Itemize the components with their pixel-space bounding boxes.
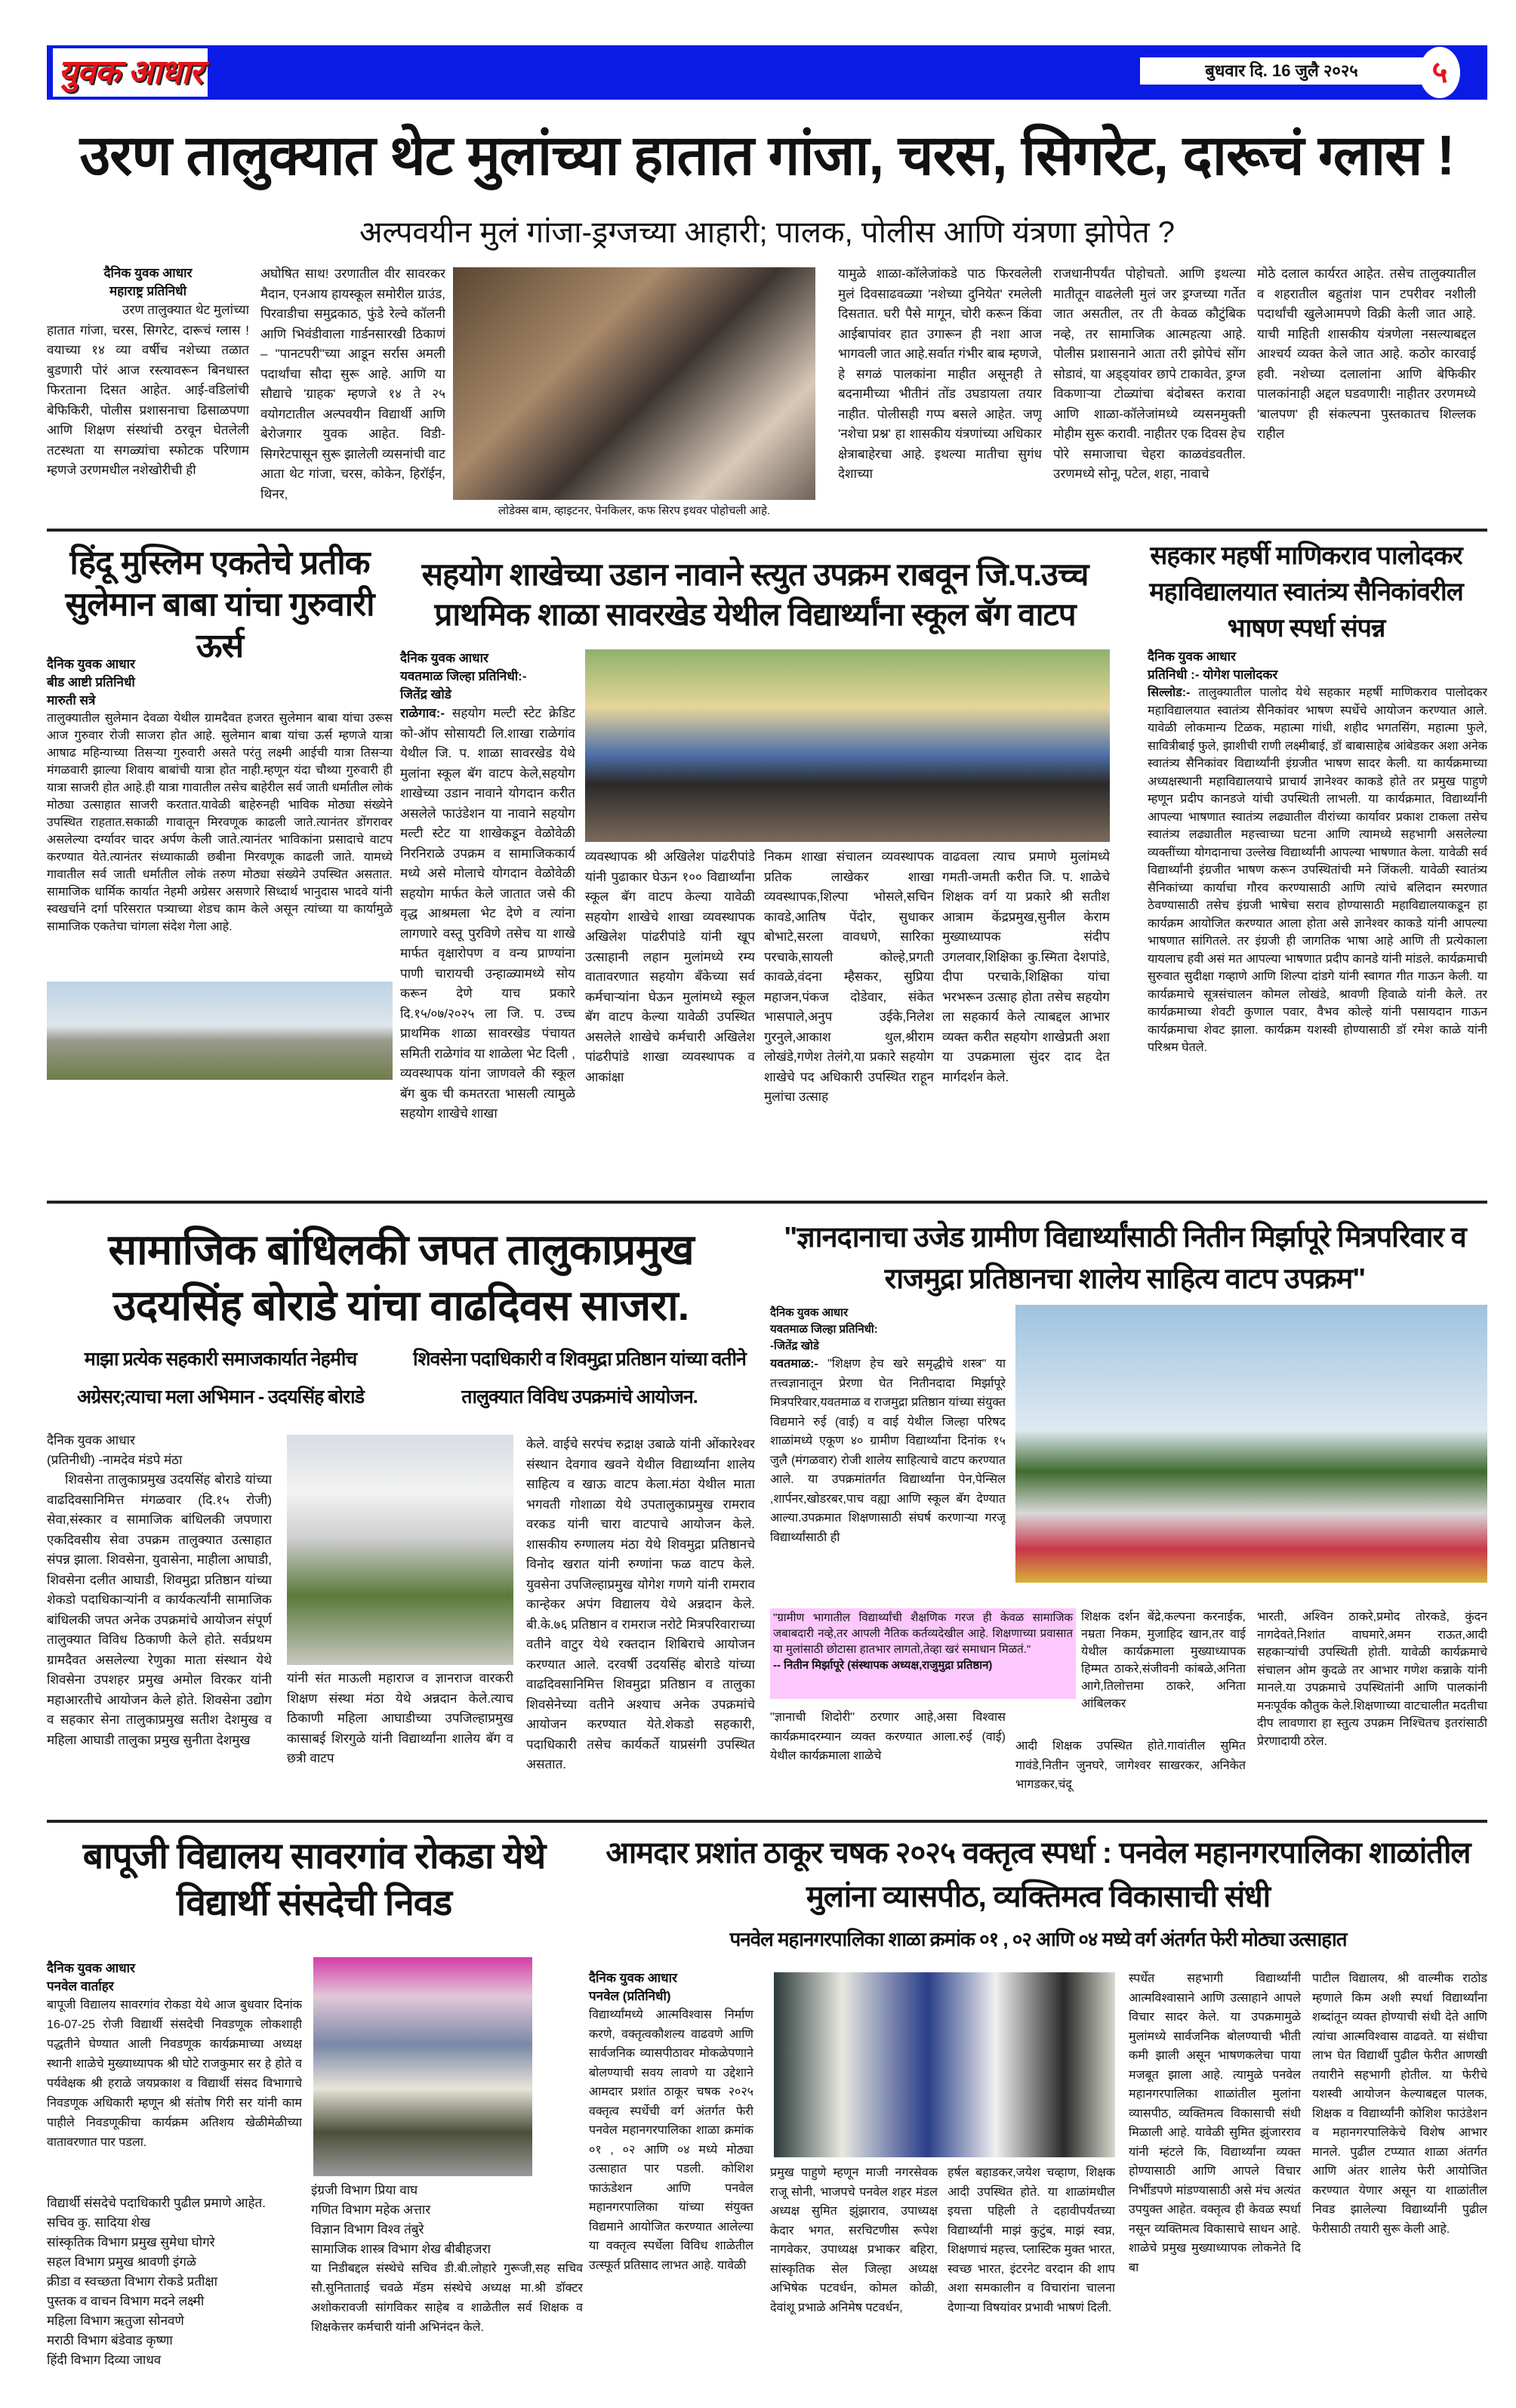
speech-headline: सहकार महर्षी माणिकराव पालोदकर महाविद्यालयात स्वातंत्र्य सैनिकांवरील भाषण स्पर्धा संपन्न xyxy=(1149,541,1463,643)
birthday-subhead-2: शिवसेना पदाधिकारी व शिवमुद्रा प्रतिष्ठान यांच्या वतीने तालुक्यात विविध उपक्रमांचे आयोजन. xyxy=(413,1349,746,1407)
oratory-headline: आमदार प्रशांत ठाकूर चषक २०२५ वक्तृत्व स्पर्धा : पनवेल महानगरपालिका शाळांतील मुलांना व्यासपीठ, व्यक्तिमत्व विकासाची संधी xyxy=(605,1836,1471,1913)
department-heads-list xyxy=(311,2181,583,2259)
oratory-article xyxy=(589,1969,753,2379)
knowledge-col-1: "शिक्षण हेच खरे समृद्धीचे शस्त्र" या तत्त्वज्ञानातून प्रेरणा घेत नितीनदादा मिर्झापूरे मित्रपरिवार,यवतमाळ व राजमुद्रा प्रतिष्ठान यांच्या संयुक्त विद्यमाने रुई (वाई) व वाई येथील जिल्हा परिषद शाळांमध्ये एकूण ४० ग्रामीण विद्यार्थ्यांना दिनांक १५ जुलै (मंगळवार) रोजी शालेय साहित्याचे वाटप करण्यात आले. या उपक्रमांतर्गत विद्यार्थ्यांना पेन,पेन्सिल ,शार्पनर,खोडरबर,पाच वह्या आणि स्कूल बॅग देण्यात आल्या.उपक्रमात शिक्षणासाठी संघर्ष करणाऱ्या गरजू विद्यार्थ्यांसाठी ही xyxy=(770,1358,1006,1544)
dateline: सिल्लोड:- xyxy=(1148,686,1191,699)
list-item: क्रीडा व स्वच्छता विभाग रोकडे प्रतीक्षा xyxy=(47,2274,218,2289)
knowledge-quote-box xyxy=(770,1608,1076,1699)
lead-col-4: राजधानीपर्यंत पोहोचतो. आणि इथल्या मातीतून वाढलेली मुलं जर ड्रग्जच्या गर्तेत जात असतील, तर ती केवळ कौटुंबिक नव्हे, तर सामाजिक आत्महत्या आहे. पोलीस प्रशासनाने आता तरी झोपेचं सोंग सोडावं, या अड्ड्यांवर छापे टाकावेत, ड्रग्ज विकणाऱ्या टोळ्यांचा बंदोबस्त करावा आणि शाळा-कॉलेजांमध्ये व्यसनमुक्ती मोहीम सुरू करावी. नाहीतर एक दिवस हेच पोरे समाजाचा चेहरा काळवंडवतील. उरणमध्ये सोनू, पटेल, शहा, नावाचे xyxy=(1053,267,1246,481)
parliament-article xyxy=(47,1959,302,2370)
birthday-tree-planting-photo xyxy=(287,1435,513,1665)
knowledge-col-4: भारती, अश्विन ठाकरे,प्रमोद तोरकडे, कुंदन नागदेवते,निशांत वाघमारे,अमन राऊत,आदी सहकाऱ्यांची उपस्थिती होती. यावेळी कार्यक्रमाचे संचालन ओम कुदळे तर आभार गणेश कन्नाके यांनी मानले.या उपक्रमाचे उपस्थितांनी आणि पालकांनी मनःपूर्वक कौतुक केले.शिक्षणाच्या वाटचालीत मदतीचा दीप लावणारा हा स्तुत्य उपक्रम निश्चितच इतरांसाठी प्रेरणादायी ठरेल. xyxy=(1257,1611,1487,1748)
byline-location: बीड आष्टी प्रतिनिधी xyxy=(47,675,135,689)
byline-reporter: मारुती सत्रे xyxy=(47,693,96,708)
oratory-col-3: हर्षल बहाडकर,जयेश चव्हाण, शिक्षक आदी उपस्थित होते. या शाळांमधील इयत्ता पहिली ते दहावीपर्यंतच्या विद्यार्थ्यांनी माझं कुटुंब, माझं स्वप्न, शिक्षणाचं महत्त्व, प्लास्टिक मुक्त भारत, स्वच्छ भारत, इंटरनेट वरदान की शाप अशा समकालीन व विचारांना चालना देणाऱ्या विषयांवर प्रभावी भाषणं दिली. xyxy=(948,2166,1115,2314)
birthday-headline: सामाजिक बांधिलकी जपत तालुकाप्रमुख उदयसिंह बोराडे यांचा वाढदिवस साजरा. xyxy=(108,1226,694,1329)
bags-col-1: सहयोग मल्टी स्टेट क्रेडिट को-ऑप सोसायटी लि.शाखा राळेगांव येथील जि. प. शाळा सावरखेड येथे मुलांना स्कूल बॅग वाटप केले,सहयोग शाखेच्या उडान नावाने योगदान करीत असलेले फाउंडेशन या नावाने सहयोग मल्टी स्टेट या शाखेकडून वेळोवेळी निरनिराळे उपक्रम व सामाजिककार्य मध्ये असे मोलाचे योगदान वेळोवेळी सहयोग मार्फत केले जातात जसे की वृद्ध आश्रमला भेट देणे व त्यांना लागणारे वस्तू पुरविणे तसेच या शाखे मार्फत वृक्षारोपण व वन्य प्राण्यांना पाणी चारायची उन्हाळ्यामध्ये सोय करून देणे याच प्रकारे दि.१५/०७/२०२५ ला जि. प. उच्च प्राथमिक शाळा सावरखेड पंचायत समिती राळेगांव या शाळेला भेट दिली , व्यवस्थापक यांना जाणवले की स्कूल बॅग बुक ची कमतरता भासली त्यामुळे सहयोग शाखेचे शाखा xyxy=(400,706,575,1121)
urs-headline: हिंदू मुस्लिम एकतेचे प्रतीक सुलेमान बाबा यांचा गुरुवारी ऊर्स xyxy=(65,544,374,664)
birthday-col-3: केले. वाईचे सरपंच रुद्राक्ष उबाळे यांनी ओंकारेश्वर संस्थान देवगाव खवने येथील विद्यार्थ्यांना शालेय साहित्य व खाऊ वाटप केला.मंठा येथील माता भगवती गोशाळा येथे उपतालुकाप्रमुख रामराव वरकड यांनी चारा वाटपाचे आयोजन केले. शासकीय रुग्णालय मंठा येथे शिवमुद्रा प्रतिष्ठानचे विनोद खरात यांनी रुग्णांना फळ वाटप केले. युवसेना उपजिल्हाप्रमुख योगेश गणगे यांनी रामराव कान्हेकर अपंग विद्यालय येथे अन्नदान केले. बी.के.७६ प्रतिष्ठान व रामराज नरोटे मित्रपरिवाराच्या वतीने वाटुर येथे रक्तदान शिबिराचे आयोजन करण्यात आले. दरवर्षी उदयसिंह बोराडे यांच्या वाढदिवसानिमित्त शिवमुद्रा प्रतिष्ठान व तालुका शिवसेनेच्या वतीने अश्याच अनेक उपक्रमांचे आयोजन करण्यात येते.शेकडो सहकारी, पदाधिकारी तसेच कार्यकर्ते याप्रसंगी उपस्थित असतात. xyxy=(526,1437,755,1771)
section-divider xyxy=(47,1201,1487,1204)
dateline: राळेगाव:- xyxy=(400,706,445,720)
lead-headline: उरण तालुक्यात थेट मुलांच्या हातात गांजा, चरस, सिगरेट, दारूचं ग्लास ! xyxy=(79,124,1455,187)
lead-col-1: उरण तालुक्यात थेट मुलांच्या हातात गांजा, चरस, सिगरेट, दारूचं ग्लास ! वयाच्या १४ व्या वर्षीच नशेच्या तळात बुडणारी पोरं आज रस्त्यावरून बिनधास्त फिरताना दिसत आहेत. आई-वडिलांची बेफिकिरी, पोलीस प्रशासनाचा ढिसाळपणा आणि शिक्षण संस्थांची ठरवून घेतलेली तटस्थता या सगळ्यांचा स्फोटक परिणाम म्हणजे उरणमधील नशेखोरीची ही xyxy=(47,303,249,477)
page-number: ५ xyxy=(1419,47,1460,98)
list-item: पुस्तक व वाचन विभाग मदने लक्ष्मी xyxy=(47,2294,205,2308)
dateline: यवतमाळ:- xyxy=(770,1358,818,1370)
oratory-col-5: पाटील विद्यालय, श्री वाल्मीक राठोड म्हणाले किम अशी स्पर्धा विद्यार्थ्यांना शब्दांतून व्यक्त होण्याची संधी देते आणि त्यांचा आत्मविश्वास वाढवते. या संधीचा लाभ घेत विद्यार्थी पुढील फेरीत आणखी तयारीने सहभागी होतील. या फेरीचे यशस्वी आयोजन केल्याबद्दल पालक, शिक्षक व विद्यार्थ्यांनी कोशिश फाउंडेशन व महानगरपालिकेचे विशेष आभार मानले. पुढील टप्प्यात शाळा अंतर्गत आणि अंतर शालेय फेरी आयोजित करण्यात येणार असून या शाळांतील निवड झालेल्या विद्यार्थ्यांनी पुढील फेरीसाठी तयारी सुरू केली आहे. xyxy=(1312,1972,1487,2236)
lead-col-3: यामुळे शाळा-कॉलेजांकडे पाठ फिरवलेली मुलं दिवसाढवळ्या 'नशेच्या दुनियेत' रमलेली दिसतात. घरी पैसे मागून, चोरी करून किंवा आईबापांवर हात उगारून ही नशा आज भागवली जात आहे.सर्वात गंभीर बाब म्हणजे, हे सगळं पालकांना माहीत असूनही ते बदनामीच्या भीतीनं तोंड उघडायला तयार नाहीत. पोलीसही गप्प बसले आहेत. जणू 'नशेचा प्रश्न' हा शासकीय यंत्रणांच्या अधिकार क्षेत्राबाहेरचा आहे. इथल्या मातीचा सुगंध देशाच्या xyxy=(838,267,1042,481)
list-item: विज्ञान विभाग विश्व तंबुरे xyxy=(311,2222,424,2237)
oratory-subhead: पनवेल महानगरपालिका शाळा क्रमांक ०१ , ०२ आणि ०४ मध्ये वर्ग अंतर्गत फेरी मोठ्या उत्साहात xyxy=(729,1928,1347,1950)
byline-reporter: पनवेल (प्रतिनिधी) xyxy=(589,1989,671,2003)
byline-paper: दैनिक युवक आधार xyxy=(47,657,135,671)
list-item: सचिव कु. सादिया शेख xyxy=(47,2215,151,2230)
parliament-headline: बापूजी विद्यालय सावरगांव रोकडा येथे विद्यार्थी संसदेची निवड xyxy=(82,1836,546,1923)
byline-paper: दैनिक युवक आधार xyxy=(103,266,193,280)
oratory-award-photo xyxy=(774,1972,1115,2157)
list-item: इंग्रजी विभाग प्रिया वाघ xyxy=(311,2183,418,2197)
parliament-group-photo xyxy=(313,1957,532,2176)
knowledge-headline: "ज्ञानदानाचा उजेड ग्रामीण विद्यार्थ्यांसाठी नितीन मिर्झापूरे मित्रपरिवार व राजमुद्रा प्रतिष्ठानचा शालेय साहित्य वाटप उपक्रम" xyxy=(784,1222,1466,1295)
list-item: विद्यार्थी संसदेचे पदाधिकारी पुढील प्रमाणे आहेत. xyxy=(47,2196,266,2210)
office-bearers-list xyxy=(47,2194,302,2370)
lead-photo-caption: लोडेक्स बाम, व्हाइटनर, पेनकिलर, कफ सिरप इथवर पोहोचली आहे. xyxy=(498,504,771,517)
speech-body: तालुक्यातील पालोद येथे सहकार महर्षी माणिकराव पालोदकर महाविद्यालयात स्वातंत्र्य सैनिकांवर भाषण स्पर्धेचे आयोजन करण्यात आले. यावेळी लोकमान्य टिळक, महात्मा गांधी, शहीद भगतसिंग, महात्मा फुले, सावित्रीबाई फुले, झाशीची राणी लक्ष्मीबाई, डॉ बाबासाहेब आंबेडकर अशा अनेक स्वातंत्र्य सैनिकांवर विद्यार्थ्यांनी इंग्रजीत भाषण सादर केली. या कार्यक्रमाच्या अध्यक्षस्थानी महाविद्यालयाचे प्राचार्य ज्ञानेश्वर काकडे होते तर प्रमुख पाहुणे म्हणून प्रदीप कानडजे यांची उपस्थिती लाभली. या कार्यक्रमात, विद्यार्थ्यांनी आपल्या भाषणात स्वातंत्र्य लढ्यातील वीरांच्या कार्यावर प्रकाश टाकला तसेच स्वातंत्र्य लढ्यातील महत्त्वाच्या घटना आणि त्यामध्ये सहभागी असलेल्या व्यक्तींच्या योगदानाचा उल्लेख विद्यार्थ्यांनी आपल्या भाषणात केला. यावेळी सर्व विद्यार्थ्यांनी इंग्रजीत भाषण करून उपस्थितांची मने जिंकली. यावेळी स्वातंत्र्य सैनिकांच्या कार्याचा गौरव करण्यासाठी आणि त्यांचे बलिदान स्मरणात ठेवण्यासाठी तसेच इंग्रजी भाषेचा सराव होण्यासाठी महाविद्यालयाकडून हा कार्यक्रम आयोजित करण्यात आला होता असे ज्ञानेश्वर काकडे यांनी आपल्या भाषणात सांगितले. तर इंग्रजी ही जागतिक भाषा आहे आणि ती प्रत्येकाला यायलाच हवी असं मत आपल्या भाषणात प्रदीप कानडे यांनी मांडले. कार्यक्रमाची सुरुवात सुदीक्षा गव्हाणे आणि शिल्पा दांडगे यांनी स्वागत गीत गाऊन केली. या कार्यक्रमाचे सूत्रसंचालन कोमल लोखंडे, श्रावणी हिवाळे यांनी केले. तर कार्यक्रमाच्या शेवटी कुणाल पवार, वैभव कोल्हे यांनी पसायदान गाऊन कार्यक्रमाचा शेवट झाला. कार्यक्रम यशस्वी होण्यासाठी डॉ रमेश काळे यांनी परिश्रम घेतले. xyxy=(1148,686,1487,1054)
byline-reporter: (प्रतिनीधी) -नामदेव मंडपे मंठा xyxy=(47,1453,183,1467)
lead-byline xyxy=(47,264,249,513)
section-divider xyxy=(47,529,1487,532)
byline-reporter: जितेंद्र खोडे xyxy=(400,687,451,701)
parliament-closing: या निडीबद्दल संस्थेचे सचिव डी.बी.लोहारे गुरूजी,सह सचिव सौ.सुनिताताई चवळे मॅडम संस्थेचे अध्यक्ष मा.श्री डॉक्टर अशोकरावजी सांगविकर साहेब व शाळेतील सर्व शिक्षक व शिक्षकेत्तर कर्मचारी यांनी अभिनंदन केले. xyxy=(311,2262,583,2334)
bags-col-3: निकम शाखा संचालन व्यवस्थापक प्रतिक लाखेकर शाखा व्यवस्थापक,शिल्पा भोसले,सचिन कावडे,आतिष पेंदोर, सुधाकर बोभाटे,सरला वावधणे, सारिका परचाके,सायली कोल्हे,प्रगती कावळे,वंदना म्हैसकर, सुप्रिया महाजन,पंकज दोडेवार, संकेत भासपाले,अनुप उईके,निलेश गुरनुले,आकाश थुल,श्रीराम लोखंडे,गणेश तेलंगे,या प्रकारे सहयोग शाखेचे पद अधिकारी उपस्थित राहून मुलांचा उत्साह xyxy=(764,849,934,1104)
list-item: गणित विभाग महेक अत्तार xyxy=(311,2203,431,2217)
oratory-col-1: विद्यार्थ्यांमध्ये आत्मविश्वास निर्माण करणे, वक्तृत्वकौशल्य वाढवणे आणि सार्वजनिक व्यासपीठावर मोकळेपणाने बोलण्याची सवय लावणे या उद्देशाने आमदार प्रशांत ठाकूर चषक २०२५ वक्तृत्व स्पर्धेची वर्ग अंतर्गत फेरी पनवेल महानगरपालिका शाळा क्रमांक ०१ , ०२ आणि ०४ मध्ये मोठ्या उत्साहात पार पडली. कोशिश फाऊंडेशन आणि पनवेल महानगरपालिका यांच्या संयुक्त विद्यमाने आयोजित करण्यात आलेल्या या वक्तृत्व स्पर्धेला विविध शाळेतील उत्स्फूर्त प्रतिसाद लाभत आहे. यावेळी xyxy=(589,2009,753,2272)
birthday-col-2: यांनी संत माऊली महाराज व ज्ञानराज वारकरी शिक्षण संस्था मंठा येथे अन्नदान केले.त्याच ठिकाणी महिला आघाडीच्या उपजिल्हाप्रमुख कासाबई शिरगुळे यांनी विद्यार्थ्यांना शालेय बॅग व छत्री वाटप xyxy=(287,1671,513,1765)
byline-paper: दैनिक युवक आधार xyxy=(400,651,488,665)
bags-col-2: व्यवस्थापक श्री अखिलेश पांढरीपांडे यांनी पुढाकार घेऊन १०० विद्यार्थ्यांना स्कूल बॅग वाटप केल्या यावेळी सहयोग शाखेचे शाखा व्यवस्थापक अखिलेश पांढरीपांडे यांनी खूप उत्साहानी लहान मुलांमध्ये रम्य वातावरणात सहयोग बॅंकेच्या सर्व कर्मचाऱ्यांना घेऊन मुलांमध्ये स्कूल बॅग वाटप केल्या यावेळी उपस्थित असलेले शाखेचे कर्मचारी अखिलेश पांढरीपांडे शाखा व्यवस्थापक व आकांक्षा xyxy=(585,849,755,1084)
knowledge-col-2: "ज्ञानाची शिदोरी" ठरणार आहे,असा विश्वास कार्यक्रमादरम्यान व्यक्त करण्यात आला.रुई (वाई) येथील कार्यक्रमाला शाळेचे xyxy=(770,1711,1006,1762)
quote-author: -- नितीन मिर्झापूरे (संस्थापक अध्यक्ष,राजुमुद्रा प्रतिष्ठान) xyxy=(773,1659,993,1672)
newspaper-logo: युवक आधार xyxy=(53,48,208,97)
lead-photo-drug-use xyxy=(453,267,815,500)
bags-col-4: वाढवला त्याच प्रमाणे मुलांमध्ये गमती-जमती करीत जि. प. शाळेचे शिक्षक वर्ग या प्रकारे श्री सतीश आत्राम केंद्रप्रमुख,सुनील केराम मुख्याध्यापक संदीप उगलवार,शिक्षिका कु.स्मिता देशपांडे, दीपा परचाके,शिक्षिका यांचा भरभरून उत्साह होता तसेच सहयोग ला सहकार्य केले त्याबद्दल आभार व्यक्त करीत सहयोग शाखेप्रती अशा या उपक्रमाला सुंदर दाद देत मार्गदर्शन केले. xyxy=(942,849,1110,1084)
knowledge-article xyxy=(770,1305,1006,1598)
list-item: हिंदी विभाग दिव्या जाधव xyxy=(47,2353,162,2367)
parliament-body: बापूजी विद्यालय सावरगांव रोकडा येथे आज बुधवार दिनांक 16-07-25 रोजी विद्यार्थी संसदेची निवडणूक लोकशाही पद्धतीने घेण्यात आली निवडणूक कार्यक्रमाच्या अध्यक्ष स्थानी शाळेचे मुख्याध्यापक श्री घोटे राजकुमार सर हे होते व पर्यवेक्षक श्री हराळे जयप्रकाश व विद्यार्थी संसद विभागाचे निवडणूक अधिकारी म्हणून श्री संतोष गिरी सर यांनी काम पाहीले निवडणूकीचा कार्यक्रम अतिशय खेळीमेळीच्या वातावरणात पार पडला. xyxy=(47,1999,302,2149)
speech-article xyxy=(1148,648,1487,1167)
list-item: सांस्कृतिक विभाग प्रमुख सुमेधा घोगरे xyxy=(47,2235,215,2249)
byline-reporter: प्रतिनिधी :- योगेश पालोदकर xyxy=(1148,668,1278,682)
lead-col-5: मोठे दलाल कार्यरत आहेत. तसेच तालुक्यातील व शहरातील बहुतांश पान टपरीवर नशीली पदार्थांची खुलेआमपणे विक्री केली जात आहे. याची माहिती शासकीय यंत्रणेला नसल्याबद्दल आश्चर्य व्यक्त केले जात आहे. कठोर कारवाई हवी. नशेच्या दलालांना आणि बेफिकीर पालकांनाही अद्दल घडवणारी! नाहीतर उरणमध्ये 'बालपण' ही संकल्पना पुस्तकातच शिल्लक राहील xyxy=(1257,267,1476,441)
byline-paper: दैनिक युवक आधार xyxy=(47,1961,135,1975)
knowledge-group-photo xyxy=(1015,1305,1487,1583)
birthday-subhead-1: माझा प्रत्येक सहकारी समाजकार्यात नेहमीच अग्रेसर;त्याचा मला अभिमान - उदयसिंह बोराडे xyxy=(76,1349,365,1407)
list-item: सामाजिक शास्त्र विभाग शेख बीबीहजरा xyxy=(311,2242,491,2256)
byline-reporter: पनवेल वार्ताहर xyxy=(47,1979,114,1993)
urs-article xyxy=(47,655,393,974)
knowledge-col-3a: शिक्षक दर्शन बेंद्रे,कल्पना करनाईक, नम्रता निकम, मुजाहिद खान,तर वाई येथील कार्यक्रमाला मुख्याध्यापक हिम्मत ठाकरे,संजीवनी कांबळे,अनिता आगे,तिलोत्तमा ठाकरे, अनिता आंबिलकर xyxy=(1081,1611,1246,1710)
issue-date: बुधवार दि. 16 जुलै २०२५ xyxy=(1140,57,1423,85)
oratory-col-2: प्रमुख पाहुणे म्हणून माजी नगरसेवक राजू सोनी, भाजपचे पनवेल शहर मंडल अध्यक्ष सुमित झुंझाराव, उपाध्यक्ष केदार भगत, सरचिटणीस रूपेश नागवेकर, उपाध्यक्ष प्रभाकर बहिरा, सांस्कृतिक सेल जिल्हा अध्यक्ष अभिषेक पटवर्धन, कोमल कोळी, देवांशू प्रभाळे अनिमेष पटवर्धन, xyxy=(770,2166,938,2314)
byline-paper: दैनिक युवक आधार xyxy=(589,1971,677,1985)
byline-paper: दैनिक युवक आधार xyxy=(1148,649,1236,664)
knowledge-col-3b: आदी शिक्षक उपस्थित होते.गावांतील सुमित गावंडे,नितीन जुनघरे, जागेश्वर साखरकर, अनिकेत भागडकर,चंदू xyxy=(1015,1740,1246,1791)
byline-reporter: -जितेंद्र खोडे xyxy=(770,1340,819,1352)
quote-text: "ग्रामीण भागातील विद्यार्थ्यांची शैक्षणिक गरज ही केवळ सामाजिक जबाबदारी नव्हे,तर आपली नैतिक कर्तव्यदेखील आहे. शिक्षणाच्या प्रवासात या मुलांसाठी छोटासा हातभार लागतो,तेव्हा खरं समाधान मिळतं." xyxy=(773,1611,1073,1656)
byline-paper: दैनिक युवक आधार xyxy=(47,1433,135,1448)
oratory-col-4: स्पर्धेत सहभागी विद्यार्थ्यांनी आत्मविश्वासाने आणि उत्साहाने आपले विचार सादर केले. या उपक्रमामुळे मुलांमध्ये सार्वजनिक बोलण्याची भीती कमी झाली असून भाषणकलेचा पाया मजबूत झाला आहे. त्यामुळे पनवेल महानगरपालिका शाळांतील मुलांना व्यासपीठ, व्यक्तिमत्व विकासाची संधी मिळाली आहे. यावेळी सुमित झुंजारराव यांनी म्हंटले कि, विद्यार्थ्यांना व्यक्त होण्यासाठी आणि आपले विचार निर्भीडपणे मांडण्यासाठी असे मंच अत्यंत उपयुक्त आहेत. वक्तृत्व ही केवळ स्पर्धा नसून व्यक्तिमत्व विकासाचे साधन आहे. शाळेचे प्रमुख मुख्याध्यापक लोकनेते दि बा xyxy=(1129,1972,1301,2274)
urs-body: तालुक्यातील सुलेमान देवळा येथील ग्रामदैवत हजरत सुलेमान बाबा यांचा उरूस आज गुरुवार रोजी साजरा होत आहे. सुलेमान बाबा यांचा ऊर्स म्हणजे यात्रा आषाढ महिन्याच्या तिसऱ्या गुरुवारी असते परंतु लक्ष्मी आईची यात्रा तिसऱ्या मंगळवारी झाल्या शिवाय बाबांची यात्रा होत नाही.म्हणून यंदा चौथ्या गुरुवारी ही यात्रा साजरी होत आहे.ही यात्रा गावातील तसेच बाहेरील सर्व जाती धर्मातील लोकं मोठ्या उत्साहात साजरी करतात.यावेळी बाहेरुनही भाविक मोठ्या संख्येने उपस्थित राहतात.सकाळी गावातून मिरवणूक काढली जाते.त्यानंतर डोंगरावर असलेल्या दर्ग्यावर चादर अर्पण केली जाते.त्यानंतर भाविकांना प्रसादाचे वाटप करण्यात येते.त्यानंतर संध्याकाळी छबीना मिरवणूक काढली जाते. यामध्ये गावातील सर्व जाती धर्मातील लोकं तरुण मोठ्या संख्येने उपस्थित असतात. सामाजिक धार्मिक कार्यात नेहमी अग्रेसर असणारे सिध्दार्थ भानुदास भादवे यांनी स्वखर्चाने दर्गा परिसरात पत्र्याच्या शेडच काम केले असून त्यांच्या या कार्यामुळे सामाजिक एकतेचा चांगला संदेश गेला आहे. xyxy=(47,712,393,933)
list-item: सहल विभाग प्रमुख श्रावणी इंगळे xyxy=(47,2255,196,2269)
section-divider xyxy=(47,1820,1487,1823)
urs-dargah-photo xyxy=(47,982,393,1080)
bags-students-photo xyxy=(585,649,1110,842)
byline-location: यवतमाळ जिल्हा प्रतिनिधी:- xyxy=(400,669,527,683)
list-item: मराठी विभाग बंडेवाड कृष्णा xyxy=(47,2333,173,2348)
birthday-article xyxy=(47,1431,272,1806)
lead-col-2: अघोषित साथ! उरणातील वीर सावरकर मैदान, एनआय हायस्कूल समोरील ग्राउंड, पिरवाडीचा समुद्रकाठ, फुंडे रेल्वे कॉलनी आणि भिवंडीवाला गार्डनसारखी ठिकाणं – "पानटपरी"च्या आडून सर्रास अमली पदार्थांचा सौदा सुरू आहे. आणि या सौद्याचे 'ग्राहक' म्हणजे १४ ते २५ वयोगटातील अल्पवयीन विद्यार्थी आणि बेरोजगार युवक आहेत. विडी-सिगरेटपासून सुरू झालेली व्यसनांची वाट आता थेट गांजा, चरस, कोकेन, हिरॉईन, थिनर, xyxy=(260,267,445,501)
bags-article xyxy=(400,649,575,1179)
byline-paper: दैनिक युवक आधार xyxy=(770,1306,849,1319)
byline-location: यवतमाळ जिल्हा प्रतिनिधी: xyxy=(770,1323,878,1336)
parliament-article-continued xyxy=(311,2181,583,2338)
list-item: महिला विभाग ऋतुजा सोनवणे xyxy=(47,2314,184,2328)
birthday-col-1: शिवसेना तालुकाप्रमुख उदयसिंह बोराडे यांच्या वाढदिवसानिमित्त मंगळवार (दि.१५ रोजी) सेवा,संस्कार व सामाजिक बांधिलकी जपणारा एकदिवसीय सेवा उपक्रम तालुक्यात उत्साहात संपन्न झाला. शिवसेना, युवासेना, माहीला आघाडी, शिवसेना दलीत आघाडी, शिवमुद्रा प्रतिष्ठान यांच्या शेकडो पदाधिकाऱ्यांनी व कार्यकर्त्यांनी सामाजिक बांधिलकी जपत अनेक उपक्रमांचे आयोजन संपूर्ण तालुक्यात विविध ठिकाणी केले होते. सर्वप्रथम ग्रामदैवत असलेल्या रेणुका माता संस्थान येथे शिवसेना उपशहर प्रमुख अमोल विरकर यांनी महाआरतीचे आयोजन केले होते. शिवसेना उद्योग व सहकार सेना तालुकाप्रमुख सतीश देशमुख व महिला आघाडी तालुका प्रमुख सुनीता देशमुख xyxy=(47,1472,272,1747)
byline-reporter: महाराष्ट्र प्रतिनिधी xyxy=(109,284,187,298)
bags-headline: सहयोग शाखेच्या उडान नावाने स्त्युत उपक्रम राबवून जि.प.उच्च प्राथमिक शाळा सावरखेड येथील विद्यार्थ्यांना स्कूल बॅग वाटप xyxy=(421,557,1089,632)
lead-subhead: अल्पवयीन मुलं गांजा-ड्रग्जच्या आहारी; पालक, पोलीस आणि यंत्रणा झोपेत ? xyxy=(359,216,1176,249)
